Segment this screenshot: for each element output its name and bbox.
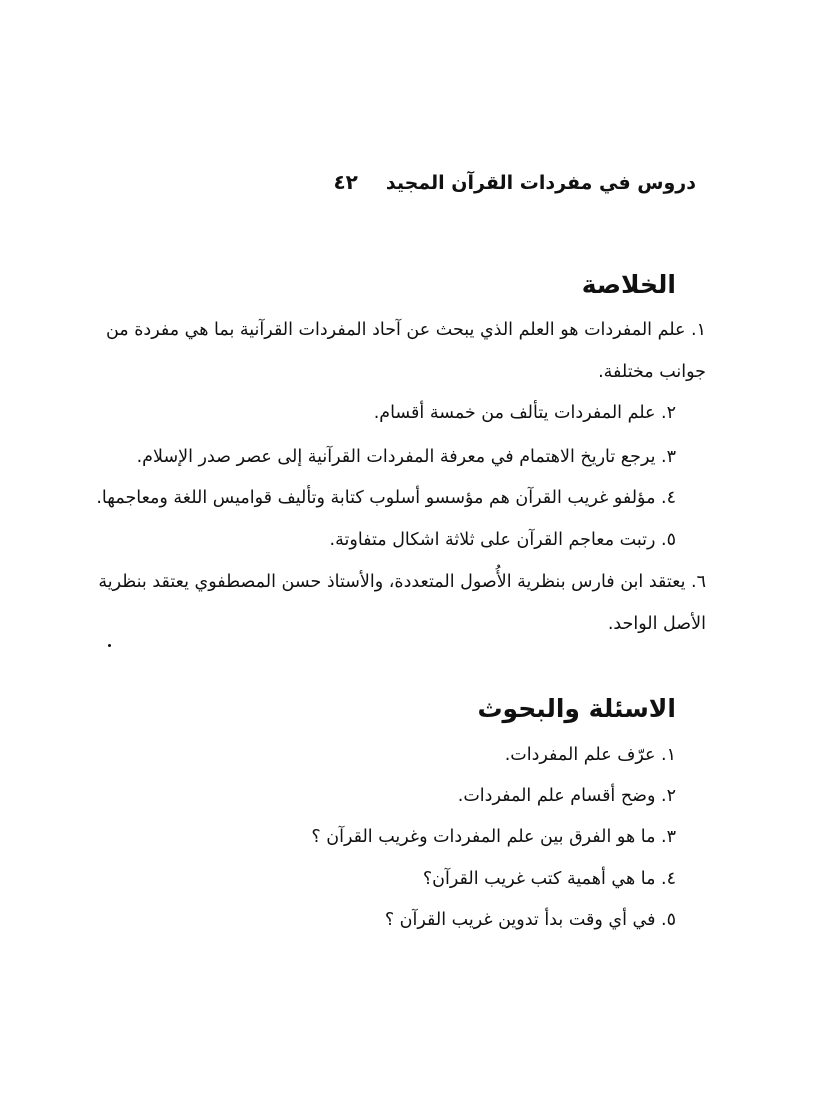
summary-item-6-line-2: الأصل الواحد. <box>607 614 706 634</box>
summary-item-1-line-1: ١. علم المفردات هو العلم الذي يبحث عن آحاد المفردات القرآنية بما هي مفردة من <box>105 320 706 340</box>
summary-item-3: ٣. يرجع تاريخ الاهتمام في معرفة المفردات القرآنية إلى عصر صدر الإسلام. <box>136 447 676 467</box>
summary-item-2: ٢. علم المفردات يتألف من خمسة أقسام. <box>373 403 676 423</box>
stray-mark <box>108 644 111 647</box>
summary-item-5: ٥. رتبت معاجم القرآن على ثلاثة اشكال متفاوتة. <box>329 530 676 550</box>
summary-item-1-line-2: جوانب مختلفة. <box>598 362 706 382</box>
questions-heading: الاسئلة والبحوث <box>477 694 676 723</box>
question-1: ١. عرّف علم المفردات. <box>504 745 676 765</box>
question-4: ٤. ما هي أهمية كتب غريب القرآن؟ <box>422 869 676 889</box>
running-header <box>333 170 696 194</box>
page-number: ٤٢ <box>333 170 358 194</box>
summary-item-6-line-1: ٦. يعتقد ابن فارس بنظرية الأُصول المتعددة، والأستاذ حسن المصطفوي يعتقد بنظرية <box>98 572 706 592</box>
question-2: ٢. وضح أقسام علم المفردات. <box>457 786 676 806</box>
summary-item-4: ٤. مؤلفو غريب القرآن هم مؤسسو أسلوب كتابة وتأليف قواميس اللغة ومعاجمها. <box>96 488 676 508</box>
question-5: ٥. في أي وقت بدأ تدوين غريب القرآن ؟ <box>384 910 676 930</box>
summary-heading: الخلاصة <box>581 270 676 299</box>
book-title: دروس في مفردات القرآن المجيد <box>385 172 696 194</box>
question-3: ٣. ما هو الفرق بين علم المفردات وغريب القرآن ؟ <box>311 827 676 847</box>
